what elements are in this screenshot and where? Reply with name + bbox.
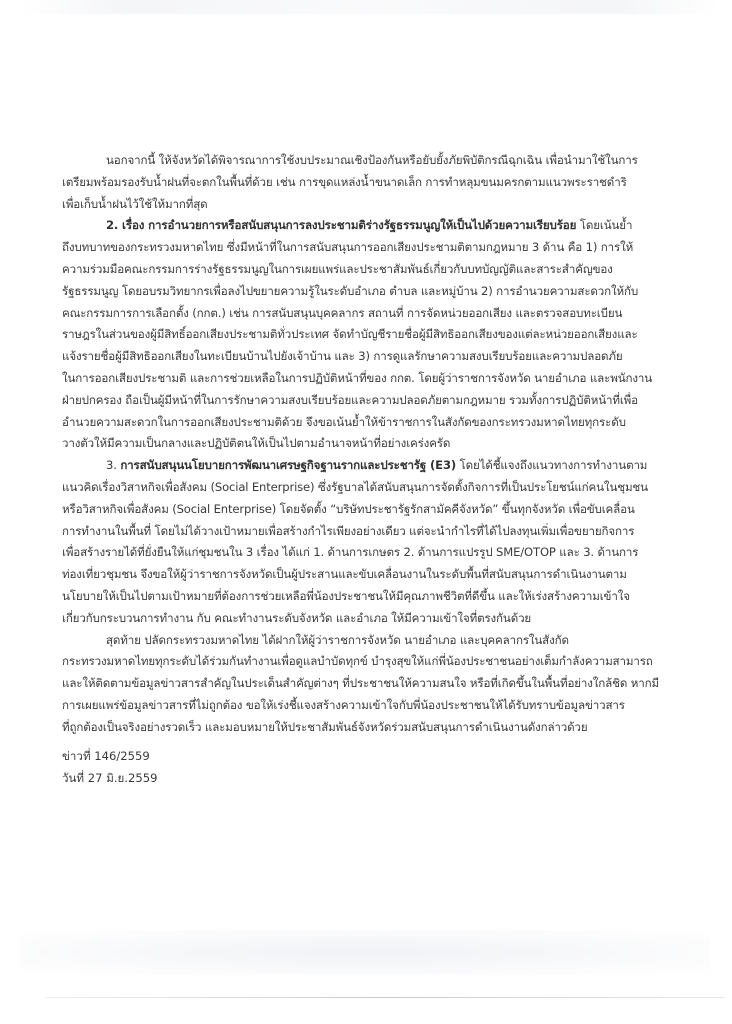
item-3-number: 3.	[106, 458, 121, 473]
signoff	[62, 746, 158, 789]
paragraph-closing	[62, 630, 676, 739]
text-line: นโยบายให้เป็นไปตามเป้าหมายที่ต้องการช่วยเหลือพี่น้องประชาชนให้มีคุณภาพชีวิตที่ดีขึ้น และให้เร่งสร้างความเข้าใจ	[62, 588, 630, 603]
text-line: ในการออกเสียงประชามติ และการช่วยเหลือในการปฏิบัติหน้าที่ของ กกต. โดยผู้ว่าราชการจังหวัด นายอำเภอ และพนักงาน	[62, 370, 652, 385]
text-line: แนวคิดเรื่องวิสาหกิจเพื่อสังคม (Social Enterprise) ซึ่งรัฐบาลได้สนับสนุนการจัดตั้งกิจการที่เป็นประโยชน์แก่คนในชุมชน	[62, 479, 648, 494]
item-3-heading-line	[62, 455, 676, 477]
text-line: ราษฎรในส่วนของผู้มีสิทธิ์ออกเสียงประชามติทั่วประเทศ จัดทำบัญชีรายชื่อผู้มีสิทธิออกเสียงของแต่ละหน่วยออกเสียงและ	[62, 327, 638, 342]
page-edge-line	[45, 997, 725, 998]
document-body	[62, 150, 676, 739]
text-line: นอกจากนี้ ให้จังหวัดได้พิจารณาการใช้งบประมาณเชิงป้องกันหรือยับยั้งภัยพิบัติกรณีฉุกเฉิน เพื่อนำมาใช้ในการ	[106, 153, 638, 167]
scan-bleed-top	[20, 0, 720, 14]
news-date: วันที่ 27 มิ.ย.2559	[62, 770, 158, 785]
text-line: ฝ่ายปกครอง ถือเป็นผู้มีหน้าที่ในการรักษาความสงบเรียบร้อยและความปลอดภัยตามกฎหมาย รวมทั้งการปฏิบัติหน้าที่เพื่อ	[62, 392, 638, 407]
item-3-heading: การสนับสนุนนโยบายการพัฒนาเศรษฐกิจฐานรากและประชารัฐ (E3)	[120, 458, 457, 473]
item-2-heading-rest: โดยเน้นย้ำ	[576, 218, 633, 233]
text-line: แจ้งรายชื่อผู้มีสิทธิออกเสียงในทะเบียนบ้านไปยังเจ้าบ้าน และ 3) การดูแลรักษาความสงบเรียบร้อยและความปลอดภัย	[62, 349, 623, 364]
text-line: เพื่อสร้างรายได้ที่ยั่งยืนให้แก่ชุมชนใน 3 เรื่อง ได้แก่ 1. ด้านการเกษตร 2. ด้านการแปรรูป SME/OTOP และ 3. ด้านการ	[62, 545, 639, 560]
text-line: คณะกรรมการการเลือกตั้ง (กกต.) เช่น การสนับสนุนบุคคลากร สถานที่ การจัดหน่วยออกเสียง และตรวจสอบทะเบียน	[62, 305, 623, 320]
text-line: การทำงานในพื้นที่ โดยไม่ได้วางเป้าหมายเพื่อสร้างกำไรเพียงอย่างเดียว แต่จะนำกำไรที่ได้ไปลงทุนเพิ่มเพื่อขยายกิจการ	[62, 523, 635, 538]
news-number: ข่าวที่ 146/2559	[62, 749, 150, 763]
paragraph-item-3	[62, 455, 676, 629]
text-line: ความร่วมมือคณะกรรมการร่างรัฐธรรมนูญในการเผยแพร่และประชาสัมพันธ์เกี่ยวกับบทบัญญัติและสาระสำคัญของ	[62, 261, 613, 276]
text-line: การเผยแพร่ข้อมูลข่าวสารที่ไม่ถูกต้อง ขอให้เร่งชี้แจงสร้างความเข้าใจกับพี่น้องประชาชนให้ได้รับทราบข้อมูลข่าวสาร	[62, 697, 625, 712]
text-line: อำนวยความสะดวกในการออกเสียงประชามติด้วย จึงขอเน้นย้ำให้ข้าราชการในสังกัดของกระทรวงมหาดไทยทุกระดับ	[62, 414, 626, 429]
text-line: กระทรวงมหาดไทยทุกระดับได้ร่วมกันทำงานเพื่อดูแลบำบัดทุกข์ บำรุงสุขให้แก่พี่น้องประชาชนอย่างเต็มกำลังความสามารถ	[62, 654, 653, 669]
text-line: รัฐธรรมนูญ โดยอบรมวิทยากรเพื่อลงไปขยายความรู้ในระดับอำเภอ ตำบล และหมู่บ้าน 2) การอำนวยความสะดวกให้กับ	[62, 283, 639, 298]
text-line: สุดท้าย ปลัดกระทรวงมหาดไทย ได้ฝากให้ผู้ว่าราชการจังหวัด นายอำเภอ และบุคคลากรในสังกัด	[106, 632, 569, 647]
text-line: หรือวิสาหกิจเพื่อสังคม (Social Enterprise) โดยจัดตั้ง “บริษัทประชารัฐรักสามัคคีจังหวัด” ขึ้นทุกจังหวัด เพื่อขับเคลื่อน	[62, 501, 635, 516]
item-3-heading-rest: โดยได้ชี้แจงถึงแนวทางการทำงานตาม	[456, 458, 648, 473]
text-line: วางตัวให้มีความเป็นกลางและปฏิบัติตนให้เป็นไปตามอำนาจหน้าที่อย่างเคร่งครัด	[62, 436, 451, 451]
paragraph-intro	[62, 150, 676, 215]
item-2-heading-line	[62, 215, 676, 237]
text-line: ที่ถูกต้องเป็นจริงอย่างรวดเร็ว และมอบหมายให้ประชาสัมพันธ์จังหวัดร่วมสนับสนุนการดำเนินงานดังกล่าวด้วย	[62, 719, 588, 734]
text-line: เตรียมพร้อมรองรับน้ำฝนที่จะตกในพื้นที่ด้วย เช่น การขุดแหล่งน้ำขนาดเล็ก การทำหลุมขนมครกตามแนวพระราชดำริ	[62, 174, 627, 189]
item-2-number: 2. เรื่อง	[106, 218, 149, 233]
text-line: และให้ติดตามข้อมูลข่าวสารสำคัญในประเด็นสำคัญต่างๆ ที่ประชาชนให้ความสนใจ หรือที่เกิดขึ้นในพื้นที่อย่างใกล้ชิด หากมี	[62, 676, 659, 691]
text-line: เกี่ยวกับกระบวนการทำงาน กับ คณะทำงานระดับจังหวัด และอำเภอ ให้มีความเข้าใจที่ตรงกันด้วย	[62, 610, 532, 625]
text-line: ถึงบทบาทของกระทรวงมหาดไทย ซึ่งมีหน้าที่ในการสนับสนุนการออกเสียงประชามติตามกฎหมาย 3 ด้าน คือ 1) การให้	[62, 240, 634, 255]
text-line: ท่องเที่ยวชุมชน จึงขอให้ผู้ว่าราชการจังหวัดเป็นผู้ประสานและขับเคลื่อนงานในระดับพื้นที่สนับสนุนการดำเนินงานตาม	[62, 567, 627, 582]
scan-bleed-bottom	[20, 930, 710, 975]
paragraph-item-2	[62, 215, 676, 455]
text-line: เพื่อเก็บน้ำฝนไว้ใช้ให้มากที่สุด	[62, 196, 208, 211]
item-2-heading: การอำนวยการหรือสนับสนุนการลงประชามติร่างรัฐธรรมนูญให้เป็นไปด้วยความเรียบร้อย	[148, 218, 577, 233]
